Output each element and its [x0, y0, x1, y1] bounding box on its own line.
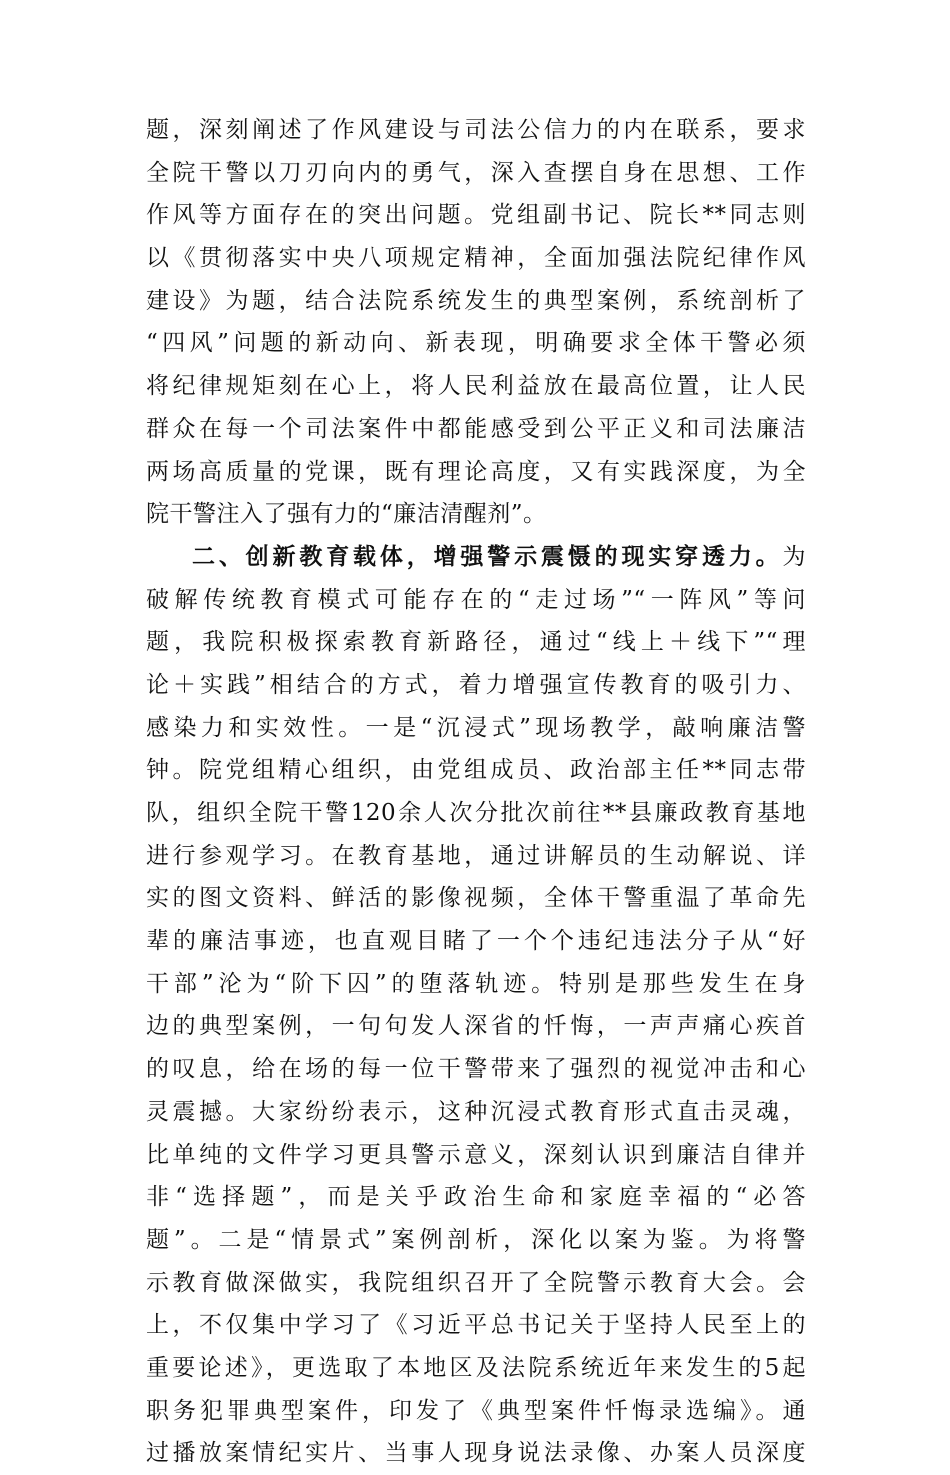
text-line: 院干警注入了强有力的“廉洁清醒剂”。	[146, 501, 547, 528]
text-line: 破解传统教育模式可能存在的“走过场”“一阵风”等问	[146, 586, 806, 613]
text-line: 比单纯的文件学习更具警示意义，深刻认识到廉洁自律并	[146, 1141, 806, 1168]
text-line: 示教育做深做实，我院组织召开了全院警示教育大会。会	[146, 1269, 806, 1296]
text-line: 队，组织全院干警120余人次分批次前往**县廉政教育基地	[146, 800, 806, 826]
text-line: 钟。院党组精心组织，由党组成员、政治部主任**同志带	[146, 757, 806, 784]
text-line: 题”。二是“情景式”案例剖析，深化以案为鉴。为将警	[146, 1226, 806, 1253]
text-line: 非“选择题”，而是关乎政治生命和家庭幸福的“必答	[146, 1184, 806, 1211]
text-line: 论＋实践”相结合的方式，着力增强宣传教育的吸引力、	[146, 671, 806, 698]
text-line: 题，深刻阐述了作风建设与司法公信力的内在联系，要求	[146, 117, 806, 143]
body-text	[146, 109, 806, 1475]
text-fragment: 为	[782, 543, 806, 570]
text-line: 感染力和实效性。一是“沉浸式”现场教学，敲响廉洁警	[146, 714, 806, 741]
text-line: 过播放案情纪实片、当事人现身说法录像、办案人员深度	[146, 1440, 806, 1467]
section-heading-line	[146, 536, 806, 579]
text-line: 辈的廉洁事迹，也直观目睹了一个个违纪违法分子从“好	[146, 928, 806, 955]
text-line: 建设》为题，结合法院系统发生的典型案例，系统剖析了	[146, 287, 806, 314]
text-line: 干部”沦为“阶下囚”的堕落轨迹。特别是那些发生在身	[146, 970, 806, 997]
text-line: 的叹息，给在场的每一位干警带来了强烈的视觉冲击和心	[146, 1056, 806, 1083]
text-line: 作风等方面存在的突出问题。党组副书记、院长**同志则	[146, 202, 806, 229]
text-line: 两场高质量的党课，既有理论高度，又有实践深度，为全	[146, 458, 806, 485]
text-line: 进行参观学习。在教育基地，通过讲解员的生动解说、详	[146, 842, 806, 869]
text-line: 群众在每一个司法案件中都能感受到公平正义和司法廉洁	[146, 415, 806, 442]
text-line: 重要论述》，更选取了本地区及法院系统近年来发生的5起	[146, 1354, 806, 1381]
text-line: “四风”问题的新动向、新表现，明确要求全体干警必须	[146, 330, 806, 357]
text-line: 题，我院积极探索教育新路径，通过“线上＋线下”“理	[146, 629, 806, 656]
text-line: 职务犯罪典型案件，印发了《典型案件忏悔录选编》。通	[146, 1397, 806, 1424]
text-line: 以《贯彻落实中央八项规定精神，全面加强法院纪律作风	[146, 245, 806, 272]
text-line: 边的典型案例，一句句发人深省的忏悔，一声声痛心疾首	[146, 1013, 806, 1040]
text-line: 灵震撼。大家纷纷表示，这种沉浸式教育形式直击灵魂，	[146, 1098, 806, 1125]
text-line: 将纪律规矩刻在心上，将人民利益放在最高位置，让人民	[146, 373, 806, 400]
text-line: 实的图文资料、鲜活的影像视频，全体干警重温了革命先	[146, 885, 806, 912]
section-heading: 二、创新教育载体，增强警示震慑的现实穿透力。	[192, 542, 783, 570]
text-line: 上，不仅集中学习了《习近平总书记关于坚持人民至上的	[146, 1312, 806, 1339]
text-line: 全院干警以刀刃向内的勇气，深入查摆自身在思想、工作	[146, 159, 806, 186]
